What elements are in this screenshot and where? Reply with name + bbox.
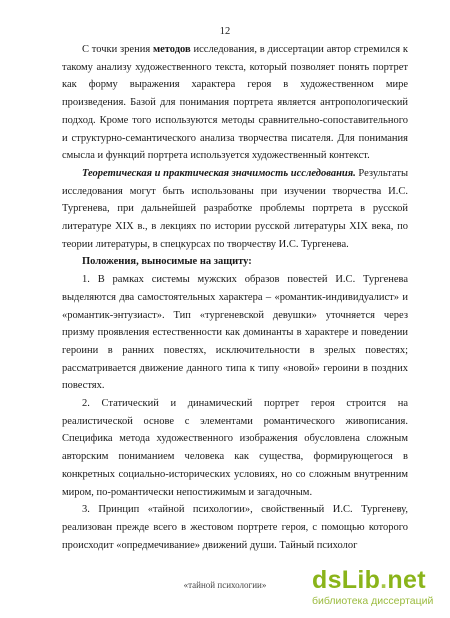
list-item-1: 1. В рамках системы мужских образов повестей И.С. Тургенева выделяются два самостоятельных характера – «романтик-индивидуалист» и «романтик-энтузиаст». Тип «тургеневской девушки» уточняется через призму проявления естественности как доминанты в характере и поведении героини в ранних повестях, исключительности в зрелых повестях; рассматривается движение данного типа к типу «новой» героини в поздних повестях. xyxy=(62,274,408,392)
dslib-watermark[interactable] xyxy=(312,566,444,610)
text: Результаты исследования могут быть использованы при изучении творчества И.С. Тургенева, при дальнейшей разработке проблемы портрета в русской литературе XIX в., в лекциях по истории русской литературы XIX века, по теории литературы, в спецкурсах по творчеству И.С. Тургенева. xyxy=(62,167,409,250)
watermark-subtitle: библиотека диссертаций xyxy=(312,595,434,607)
section-heading: Положения, выносимые на защиту: xyxy=(82,256,252,268)
bold-term: методов xyxy=(152,44,191,55)
logo-main: dsLib xyxy=(312,566,381,594)
list-item-3: 3. Принцип «тайной психологии», свойственный И.С. Тургеневу, реализован прежде всего в жестовом портрете героя, с помощью которого происходит «опредмечивание» движений души. Тайный психолог xyxy=(62,504,408,551)
list-item-2: 2. Статический и динамический портрет героя строится на реалистической основе с элементами романтического живописания. Специфика метода художественного изображения обусловлена сложным авторским пониманием человека как существа, формирующегося в конкретных социально-исторических условиях, но со сложным внутренним миром, по-романтически непостижимым и загадочным. xyxy=(62,398,408,498)
logo-dot: . xyxy=(380,566,388,594)
paragraph-significance xyxy=(62,165,408,254)
text: С точки зрения xyxy=(82,44,153,55)
paragraph-methods xyxy=(62,41,408,165)
text: исследования, в диссертации автор стремился к такому анализу художественного текста, который позволяет понять портрет как форму выражения характера героя в художественном мире произведения. Базой для понимания портрета является антропологический подход. Кроме того используются методы сравнительно-сопоставительного и структурно-семантического анализа творчества писателя. Для понимания смысла и функций портрета используется художественный контекст. xyxy=(62,44,409,162)
bold-italic-heading: Теоретическая и практическая значимость исследования. xyxy=(82,167,356,179)
document-body xyxy=(62,41,408,554)
logo-tld: net xyxy=(387,566,426,594)
bottom-fragment: «тайной психологии» xyxy=(183,580,267,590)
dslib-logo xyxy=(312,566,426,594)
page-number: 12 xyxy=(219,26,231,37)
